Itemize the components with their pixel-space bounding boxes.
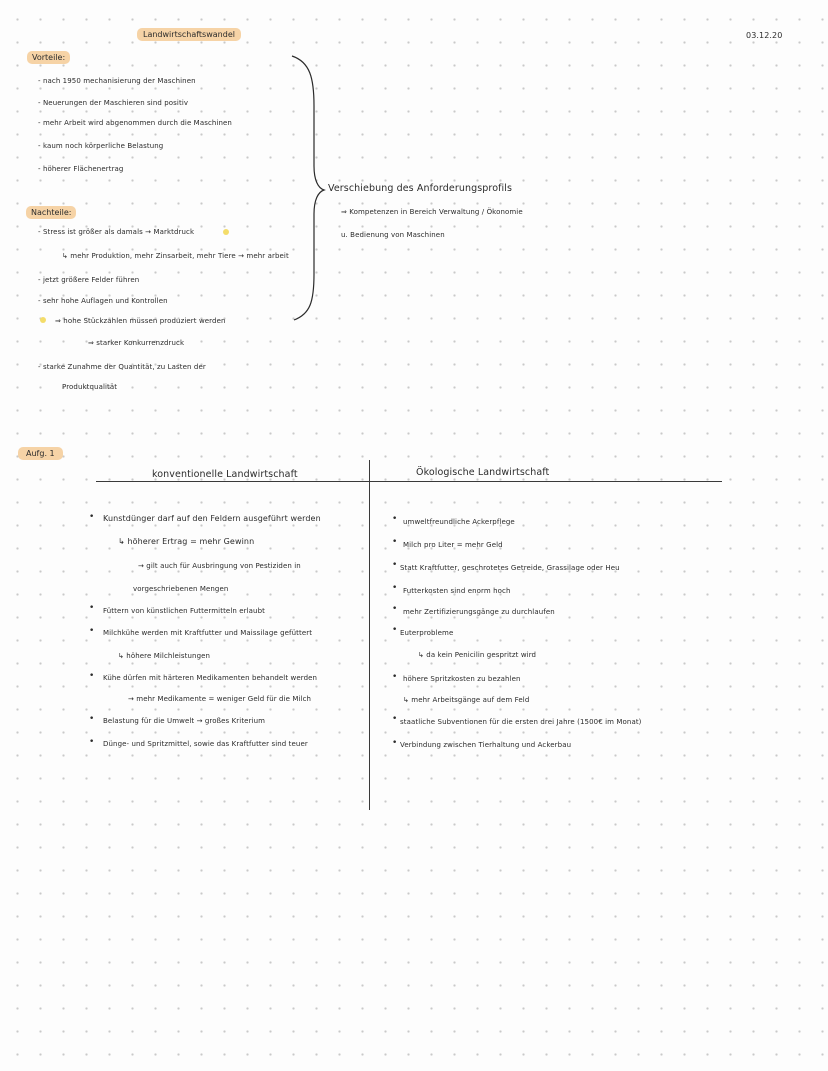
nachteile-item: ↳ mehr Produktion, mehr Zinsarbeit, mehr Tiere → mehr arbeit xyxy=(62,252,289,260)
task-label: Aufg. 1 xyxy=(18,447,63,460)
nachteile-item: - starke Zunahme der Quantität, zu Lasten der xyxy=(38,363,206,371)
bullet-dot: • xyxy=(89,603,95,613)
bullet-dot: • xyxy=(89,737,95,747)
bullet-dot: • xyxy=(89,626,95,636)
curly-brace xyxy=(288,54,332,322)
nachteile-item: ⇒ hohe Stückzahlen müssen produziert werden xyxy=(55,317,226,325)
vorteile-item: - nach 1950 mechanisierung der Maschinen xyxy=(38,77,196,85)
bullet-dot: • xyxy=(89,714,95,724)
left-item: vorgeschriebenen Mengen xyxy=(133,585,229,593)
right-item: Euterprobleme xyxy=(400,629,454,637)
table-header-line xyxy=(96,481,722,482)
left-item: → mehr Medikamente = weniger Geld für die Milch xyxy=(128,695,312,703)
date-label: 03.12.20 xyxy=(746,31,783,40)
left-item: Füttern von künstlichen Futtermitteln erlaubt xyxy=(103,607,265,615)
nachteile-item: - Stress ist größer als damals → Marktdruck xyxy=(38,228,195,236)
right-item: umweltfreundliche Ackerpflege xyxy=(403,518,515,526)
right-item: höhere Spritzkosten zu bezahlen xyxy=(403,675,521,683)
shift-line-1: Verschiebung des Anforderungsprofils xyxy=(328,183,513,194)
bullet-dot: • xyxy=(392,714,398,724)
highlight-dot xyxy=(40,317,46,323)
left-item: Milchkühe werden mit Kraftfutter und Maissilage gefüttert xyxy=(103,629,313,637)
bullet-dot: • xyxy=(392,537,398,547)
vorteile-item: - höherer Flächenertrag xyxy=(38,165,124,173)
right-item: Statt Kraftfutter, geschrotetes Getreide, Grassilage oder Heu xyxy=(400,564,620,572)
bullet-dot: • xyxy=(392,514,398,524)
left-item: Dünge- und Spritzmittel, sowie das Kraftfutter sind teuer xyxy=(103,740,308,748)
bullet-dot: • xyxy=(392,583,398,593)
highlight-dot xyxy=(223,229,229,235)
left-item: ↳ höhere Milchleistungen xyxy=(118,652,211,660)
bullet-dot: • xyxy=(392,672,398,682)
right-item: mehr Zertifizierungsgänge zu durchlaufen xyxy=(403,608,555,616)
left-item: → gilt auch für Ausbringung von Pestiziden in xyxy=(138,562,301,570)
shift-line-3: u. Bedienung von Maschinen xyxy=(341,231,445,239)
vorteile-item: - kaum noch körperliche Belastung xyxy=(38,142,164,150)
bullet-dot: • xyxy=(392,738,398,748)
vorteile-heading: Vorteile: xyxy=(27,51,70,64)
nachteile-item: Produktqualität xyxy=(62,383,118,391)
left-item: Belastung für die Umwelt → großes Kriterium xyxy=(103,717,266,725)
vorteile-item: - Neuerungen der Maschieren sind positiv xyxy=(38,99,189,107)
vorteile-item: - mehr Arbeit wird abgenommen durch die Maschinen xyxy=(38,119,232,127)
left-item: Kunstdünger darf auf den Feldern ausgeführt werden xyxy=(103,514,321,523)
shift-line-2: ⇒ Kompetenzen in Bereich Verwaltung / Ökonomie xyxy=(341,208,523,216)
nachteile-item: - sehr hohe Auflagen und Kontrollen xyxy=(38,297,168,305)
left-item: ↳ höherer Ertrag = mehr Gewinn xyxy=(118,537,255,546)
right-item: ↳ da kein Penicilin gespritzt wird xyxy=(418,651,537,659)
bullet-dot: • xyxy=(89,512,95,522)
bullet-dot: • xyxy=(392,560,398,570)
right-item: ↳ mehr Arbeitsgänge auf dem Feld xyxy=(403,696,530,704)
bullet-dot: • xyxy=(392,604,398,614)
right-item: staatliche Subventionen für die ersten drei Jahre (1500€ im Monat) xyxy=(400,718,642,726)
left-item: Kühe dürfen mit härteren Medikamenten behandelt werden xyxy=(103,674,318,682)
left-column-header: konventionelle Landwirtschaft xyxy=(152,469,298,480)
right-item: Verbindung zwischen Tierhaltung und Ackerbau xyxy=(400,741,572,749)
bullet-dot: • xyxy=(392,625,398,635)
nachteile-item: ⇒ starker Konkurrenzdruck xyxy=(88,339,185,347)
nachteile-heading: Nachteile: xyxy=(26,206,76,219)
nachteile-item: - jetzt größere Felder führen xyxy=(38,276,140,284)
right-item: Futterkosten sind enorm hoch xyxy=(403,587,511,595)
page-title: Landwirtschaftswandel xyxy=(137,28,241,41)
table-divider xyxy=(369,460,370,810)
right-item: Milch pro Liter = mehr Geld xyxy=(403,541,503,549)
right-column-header: Ökologische Landwirtschaft xyxy=(416,467,550,478)
bullet-dot: • xyxy=(89,671,95,681)
